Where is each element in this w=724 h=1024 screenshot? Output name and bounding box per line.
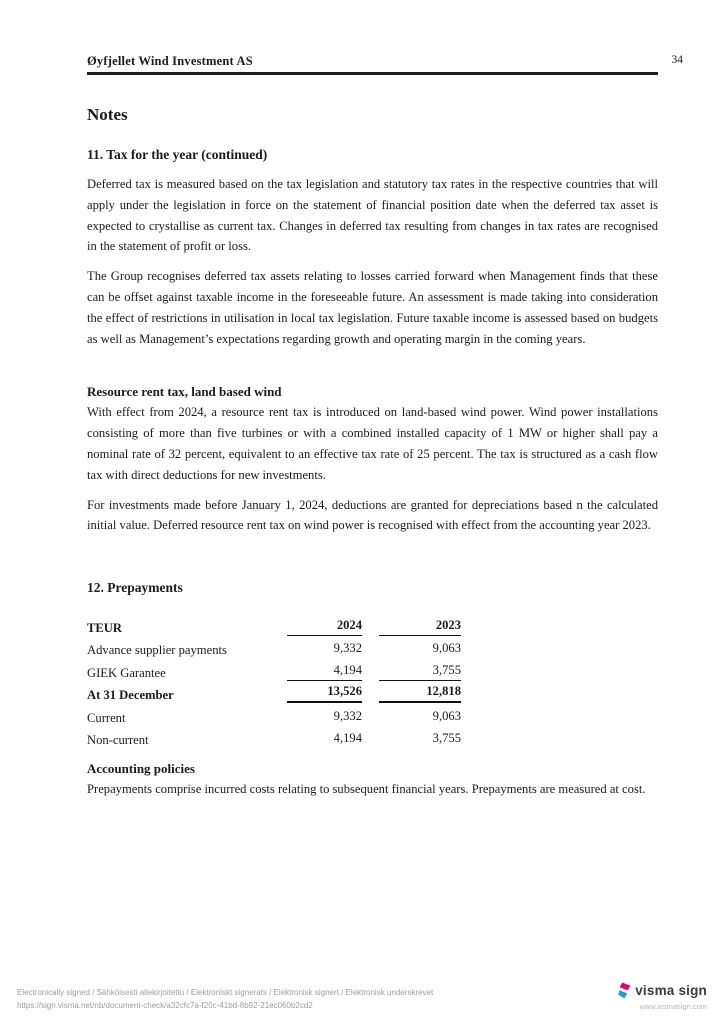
visma-sign-wordmark: visma sign <box>635 983 707 998</box>
section-11-paragraph-1: Deferred tax is measured based on the tax legislation and statutory tax rates in the respective countries that will apply under the legislation in force on the statement of financial position date when the deferred tax asset is expected to crystallise as current tax. Changes in deferred tax resulting from changes in tax rates are recognised in the statement of profit or loss. <box>87 177 658 254</box>
electronically-signed-text: Electronically signed / Sähköisesti allekirjoitettu / Elektroniskt signerats / Elektronisk signert / Elektronisk underskrevet <box>17 988 434 997</box>
header-rule <box>87 72 658 75</box>
value-2024: 9,332 <box>333 641 362 656</box>
value-2024: 9,332 <box>333 708 362 723</box>
row-label: GIEK Garantee <box>87 665 166 680</box>
section-12-heading: 12. Prepayments <box>87 580 183 596</box>
page-header <box>87 54 683 75</box>
document-body <box>87 105 658 809</box>
table-total-row <box>87 681 461 704</box>
resource-rent-tax-heading: Resource rent tax, land based wind <box>87 384 282 400</box>
accounting-policies-heading: Accounting policies <box>87 761 195 777</box>
value-2024: 4,194 <box>333 731 362 746</box>
value-2023: 9,063 <box>432 641 461 656</box>
value-2023: 3,755 <box>379 663 461 681</box>
column-header-teur: TEUR <box>87 620 122 635</box>
row-label: At 31 December <box>87 688 174 703</box>
section-11-paragraph-2: The Group recognises deferred tax assets relating to losses carried forward when Management finds that these can be offset against taxable income in the foreseeable future. An assessment is made taking into consideration the effect of restrictions in utilisation in local tax legislation. Future taxable income is assessed based on budgets as well as Management’s expectations regarding growth and operating margin in the coming years. <box>87 269 658 346</box>
document-check-link[interactable]: https://sign.visma.net/nb/document-check/a32cfc7a-f20c-41bd-8b92-21ec060b2cd2 <box>17 1001 313 1010</box>
column-header-2024: 2024 <box>287 618 362 636</box>
notes-title: Notes <box>87 105 128 124</box>
prepayments-table <box>87 613 461 748</box>
row-label: Current <box>87 710 126 725</box>
table-row <box>87 636 461 659</box>
visma-sign-brand <box>618 982 707 1011</box>
value-2024: 4,194 <box>287 663 362 681</box>
page-number: 34 <box>671 54 683 66</box>
value-2023: 9,063 <box>432 708 461 723</box>
resource-rent-tax-paragraph-1: With effect from 2024, a resource rent tax is introduced on land-based wind power. Wind power installations consisting of more than five turbines or with a combined installed capacity of 1 MW or higher shall pay a nominal rate of 32 percent, equivalent to an effective tax rate of 25 percent. The tax is structured as a cash flow tax with direct deductions for new investments. <box>87 405 658 482</box>
accounting-policies-paragraph: Prepayments comprise incurred costs relating to subsequent financial years. Prepayments are measured at cost. <box>87 782 646 797</box>
table-header-row <box>87 613 461 636</box>
row-label: Advance supplier payments <box>87 643 227 658</box>
visma-sign-icon <box>618 982 631 999</box>
section-11-heading: 11. Tax for the year (continued) <box>87 147 268 162</box>
row-label: Non-current <box>87 733 149 748</box>
table-row <box>87 658 461 681</box>
visma-sign-website[interactable]: www.vismasign.com <box>639 1002 707 1011</box>
resource-rent-tax-paragraph-2: For investments made before January 1, 2024, deductions are granted for depreciations based n the calculated initial value. Deferred resource rent tax on wind power is recognised with effect from the accounting year 2023. <box>87 497 658 533</box>
signature-footer <box>17 986 433 1012</box>
value-2024: 13,526 <box>287 684 362 703</box>
company-title: Øyfjellet Wind Investment AS <box>87 54 253 68</box>
table-row <box>87 703 461 726</box>
column-header-2023: 2023 <box>379 618 461 636</box>
table-row <box>87 726 461 749</box>
value-2023: 12,818 <box>379 684 461 703</box>
value-2023: 3,755 <box>432 731 461 746</box>
